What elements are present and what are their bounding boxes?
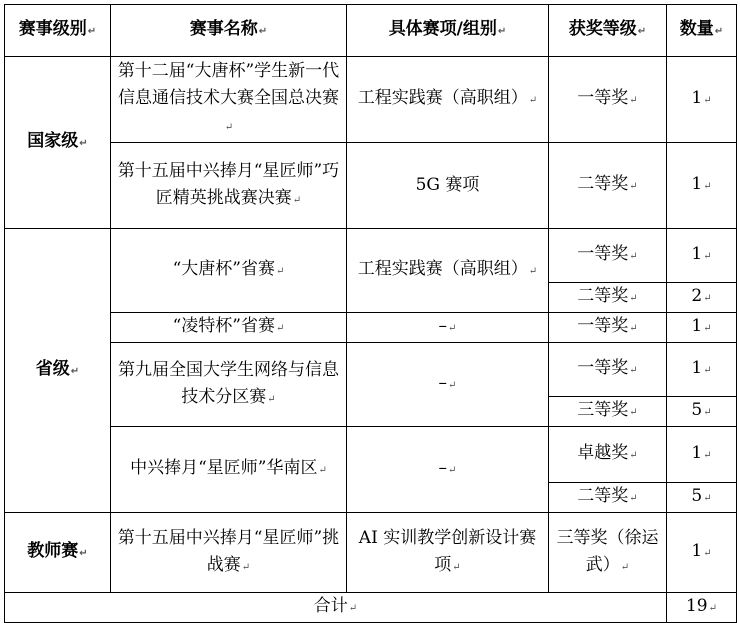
award-qty: 1 ↵ (667, 229, 737, 283)
award-qty: 1 ↵ (667, 343, 737, 397)
award-qty: 1 ↵ (667, 513, 737, 593)
award-level: 一等奖 ↵ (549, 229, 667, 283)
competition-name: 第十五届中兴捧月“星匠师”挑战赛 ↵ (111, 513, 347, 593)
award-qty: 1 ↵ (667, 427, 737, 483)
table-row (5, 313, 737, 343)
table-row (5, 427, 737, 483)
award-level: 一等奖 ↵ (549, 57, 667, 143)
competition-item: 5G 赛项 (347, 143, 549, 229)
award-level: 一等奖 ↵ (549, 343, 667, 397)
competition-item: – ↵ (347, 427, 549, 513)
award-qty: 2 ↵ (667, 283, 737, 313)
award-level: 一等奖 ↵ (549, 313, 667, 343)
award-level: 二等奖 ↵ (549, 483, 667, 513)
table-row (5, 57, 737, 143)
level-provincial: 省级 ↵ (5, 229, 111, 513)
competition-name: “大唐杯”省赛 ↵ (111, 229, 347, 313)
award-level: 二等奖 ↵ (549, 283, 667, 313)
table-row (5, 513, 737, 593)
header-item: 具体赛项/组别 ↵ (347, 5, 549, 57)
award-qty: 1 ↵ (667, 143, 737, 229)
award-qty: 5 ↵ (667, 483, 737, 513)
competition-item: 工程实践赛（高职组） ↵ (347, 57, 549, 143)
award-qty: 1 ↵ (667, 57, 737, 143)
award-level: 三等奖 ↵ (549, 397, 667, 427)
level-teacher: 教师赛 ↵ (5, 513, 111, 593)
competition-item: – ↵ (347, 313, 549, 343)
header-name: 赛事名称 ↵ (111, 5, 347, 57)
table-row (5, 343, 737, 397)
table-row (5, 143, 737, 229)
header-award: 获奖等级 ↵ (549, 5, 667, 57)
awards-table (4, 4, 737, 623)
header-row (5, 5, 737, 57)
award-qty: 1 ↵ (667, 313, 737, 343)
award-level: 二等奖 ↵ (549, 143, 667, 229)
header-level: 赛事级别 ↵ (5, 5, 111, 57)
competition-item: – ↵ (347, 343, 549, 427)
award-level: 卓越奖 ↵ (549, 427, 667, 483)
level-national: 国家级 ↵ (5, 57, 111, 229)
competition-name: “凌特杯”省赛 ↵ (111, 313, 347, 343)
table-row (5, 229, 737, 283)
competition-name: 中兴捧月“星匠师”华南区 ↵ (111, 427, 347, 513)
award-level: 三等奖（徐运武） ↵ (549, 513, 667, 593)
competition-name: 第十二届“大唐杯”学生新一代信息通信技术大赛全国总决赛 ↵ (111, 57, 347, 143)
total-value: 19 ↵ (667, 593, 737, 623)
header-qty: 数量 ↵ (667, 5, 737, 57)
award-qty: 5 ↵ (667, 397, 737, 427)
competition-item: AI 实训教学创新设计赛项 ↵ (347, 513, 549, 593)
competition-name: 第九届全国大学生网络与信息技术分区赛 ↵ (111, 343, 347, 427)
competition-name: 第十五届中兴捧月“星匠师”巧匠精英挑战赛决赛 ↵ (111, 143, 347, 229)
total-label: 合计 ↵ (5, 593, 667, 623)
competition-item: 工程实践赛（高职组） ↵ (347, 229, 549, 313)
total-row (5, 593, 737, 623)
